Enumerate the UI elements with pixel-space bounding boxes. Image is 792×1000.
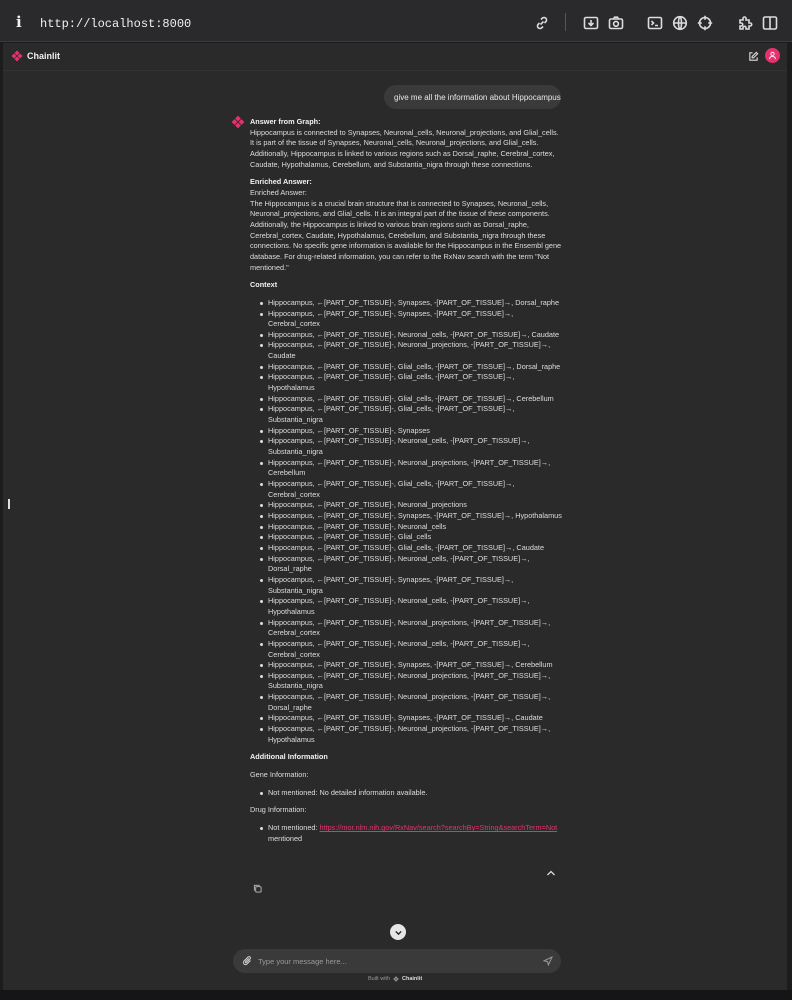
context-item: Hippocampus, ←[PART_OF_TISSUE]-, Neuronal_cells, -[PART_OF_TISSUE]→, Dorsal_raphe [250,554,562,575]
context-list [250,298,562,746]
context-item: Hippocampus, ←[PART_OF_TISSUE]-, Glial_cells, -[PART_OF_TISSUE]→, Dorsal_raphe [250,362,562,373]
context-item: Hippocampus, ←[PART_OF_TISSUE]-, Glial_cells, -[PART_OF_TISSUE]→, Cerebral_cortex [250,479,562,500]
download-icon[interactable] [583,15,599,29]
user-message [384,85,561,109]
context-item: Hippocampus, ←[PART_OF_TISSUE]-, Synapses, -[PART_OF_TISSUE]→, Cerebral_cortex [250,309,562,330]
browser-toolbar [0,0,792,42]
built-with-label: Built with [368,976,391,982]
extension-icon[interactable] [737,15,753,29]
message-composer [233,949,561,973]
sidebar-icon[interactable] [762,15,778,29]
enriched-answer-label: Enriched Answer: [250,187,307,197]
message-input[interactable] [258,953,528,969]
additional-info-heading: Additional Information [250,752,328,762]
rxnav-link[interactable]: https://mor.nlm.nih.gov/RxNav/search?searchBy=String&searchTerm=Not [319,823,558,833]
assistant-message [250,117,562,844]
gene-info-item: Not mentioned: No detailed information available. [250,788,562,799]
context-item: Hippocampus, ←[PART_OF_TISSUE]-, Neuronal_projections, -[PART_OF_TISSUE]→, Cerebellum [250,458,562,479]
chevron-up-icon[interactable] [546,869,556,877]
context-item: Hippocampus, ←[PART_OF_TISSUE]-, Synapses, -[PART_OF_TISSUE]→, Hypothalamus [250,511,562,522]
context-item: Hippocampus, ←[PART_OF_TISSUE]-, Neuronal_cells, -[PART_OF_TISSUE]→, Cerebral_cortex [250,639,562,660]
context-item: Hippocampus, ←[PART_OF_TISSUE]-, Synapses, -[PART_OF_TISSUE]→, Dorsal_raphe [250,298,562,309]
context-item: Hippocampus, ←[PART_OF_TISSUE]-, Neuronal_projections, -[PART_OF_TISSUE]→, Caudate [250,340,562,361]
drug-info-item [250,823,562,844]
built-with-footer[interactable] [368,976,422,982]
address-bar[interactable]: http://localhost:8000 [40,17,192,31]
app-logo[interactable] [11,50,60,62]
graph-answer-heading: Answer from Graph: [250,117,321,126]
context-item: Hippocampus, ←[PART_OF_TISSUE]-, Neuronal_projections, -[PART_OF_TISSUE]→, Substantia_nigra [250,671,562,692]
context-item: Hippocampus, ←[PART_OF_TISSUE]-, Neuronal_cells [250,522,562,533]
context-item: Hippocampus, ←[PART_OF_TISSUE]-, Neuronal_projections, -[PART_OF_TISSUE]→, Hypothalamus [250,724,562,745]
context-heading: Context [250,280,278,290]
edit-icon[interactable] [748,51,759,62]
drug-info-suffix: mentioned [268,833,303,843]
camera-icon[interactable] [608,15,624,29]
enriched-answer-heading: Enriched Answer: [250,177,312,187]
window-bottom-edge [0,990,792,1000]
drug-info-prefix: Not mentioned: [268,823,320,833]
context-item: Hippocampus, ←[PART_OF_TISSUE]-, Glial_cells, -[PART_OF_TISSUE]→, Cerebellum [250,394,562,405]
context-item: Hippocampus, ←[PART_OF_TISSUE]-, Synapses, -[PART_OF_TISSUE]→, Caudate [250,713,562,724]
paperclip-icon[interactable] [242,955,253,967]
chainlit-logo-icon [11,50,23,62]
copy-icon[interactable] [253,884,262,893]
chevron-down-icon [394,928,403,937]
context-item: Hippocampus, ←[PART_OF_TISSUE]-, Glial_cells [250,532,562,543]
user-icon [768,51,777,60]
graph-answer-text: Hippocampus is connected to Synapses, Neuronal_cells, Neuronal_projections, and Glial_cells. It is part of the tissue of Synapses, Neuronal_cells, Neuronal_projections, and Glial_cells. Additionally, Hippocampus is linked to various regions such as Dorsal_raphe, Cerebral_cortex, Caudate, Hypothalamus, Cerebellum, and Substantia_nigra through these connections. [250,127,559,169]
context-item: Hippocampus, ←[PART_OF_TISSUE]-, Synapses [250,426,562,437]
scroll-to-bottom-button[interactable] [390,924,406,940]
chainlit-app [3,43,787,990]
context-item: Hippocampus, ←[PART_OF_TISSUE]-, Neuronal_projections [250,500,562,511]
brand-name: Chainlit [27,51,60,61]
link-icon[interactable] [534,15,550,29]
context-item: Hippocampus, ←[PART_OF_TISSUE]-, Neuronal_cells, -[PART_OF_TISSUE]→, Substantia_nigra [250,436,562,457]
context-item: Hippocampus, ←[PART_OF_TISSUE]-, Synapses, -[PART_OF_TISSUE]→, Substantia_nigra [250,575,562,596]
drug-info-list [250,823,562,844]
terminal-icon[interactable] [647,15,663,29]
crosshair-icon[interactable] [697,15,713,29]
enriched-answer-text: The Hippocampus is a crucial brain structure that is connected to Synapses, Neuronal_cells, Neuronal_projections, and Glial_cells. It is an integral part of the tissue of these components. Additionally, the Hippocampus is linked to various brain regions such as Dorsal_raphe, Cerebral_cortex, Caudate, Hypothalamus, Cerebellum, and Substantia_nigra through these connections. No specific gene information is available for the Hippocampus in the Ensembl gene database. For drug-related information, you can refer to the RxNav search with the term "Not mentioned." [250,198,562,272]
context-item: Hippocampus, ←[PART_OF_TISSUE]-, Glial_cells, -[PART_OF_TISSUE]→, Caudate [250,543,562,554]
user-message-text: give me all the information about Hippocampus [394,92,561,102]
gene-info-list [250,788,562,799]
toolbar-divider [565,13,566,31]
context-item: Hippocampus, ←[PART_OF_TISSUE]-, Neuronal_cells, -[PART_OF_TISSUE]→, Hypothalamus [250,596,562,617]
built-with-brand: Chainlit [402,976,423,982]
gene-info-heading: Gene Information: [250,770,309,780]
context-item: Hippocampus, ←[PART_OF_TISSUE]-, Glial_cells, -[PART_OF_TISSUE]→, Hypothalamus [250,372,562,393]
user-avatar[interactable] [765,48,780,63]
chainlit-logo-icon [393,976,399,982]
send-icon[interactable] [543,956,553,966]
context-item: Hippocampus, ←[PART_OF_TISSUE]-, Synapses, -[PART_OF_TISSUE]→, Cerebellum [250,660,562,671]
text-cursor [8,499,10,509]
drug-info-heading: Drug Information: [250,805,307,815]
info-icon[interactable]: i [16,13,22,31]
assistant-avatar-icon [231,115,245,129]
context-item: Hippocampus, ←[PART_OF_TISSUE]-, Glial_cells, -[PART_OF_TISSUE]→, Substantia_nigra [250,404,562,425]
context-item: Hippocampus, ←[PART_OF_TISSUE]-, Neuronal_projections, -[PART_OF_TISSUE]→, Cerebral_cortex [250,618,562,639]
context-item: Hippocampus, ←[PART_OF_TISSUE]-, Neuronal_projections, -[PART_OF_TISSUE]→, Dorsal_raphe [250,692,562,713]
globe-icon[interactable] [672,15,688,29]
context-item: Hippocampus, ←[PART_OF_TISSUE]-, Neuronal_cells, -[PART_OF_TISSUE]→, Caudate [250,330,562,341]
app-header [3,43,787,71]
